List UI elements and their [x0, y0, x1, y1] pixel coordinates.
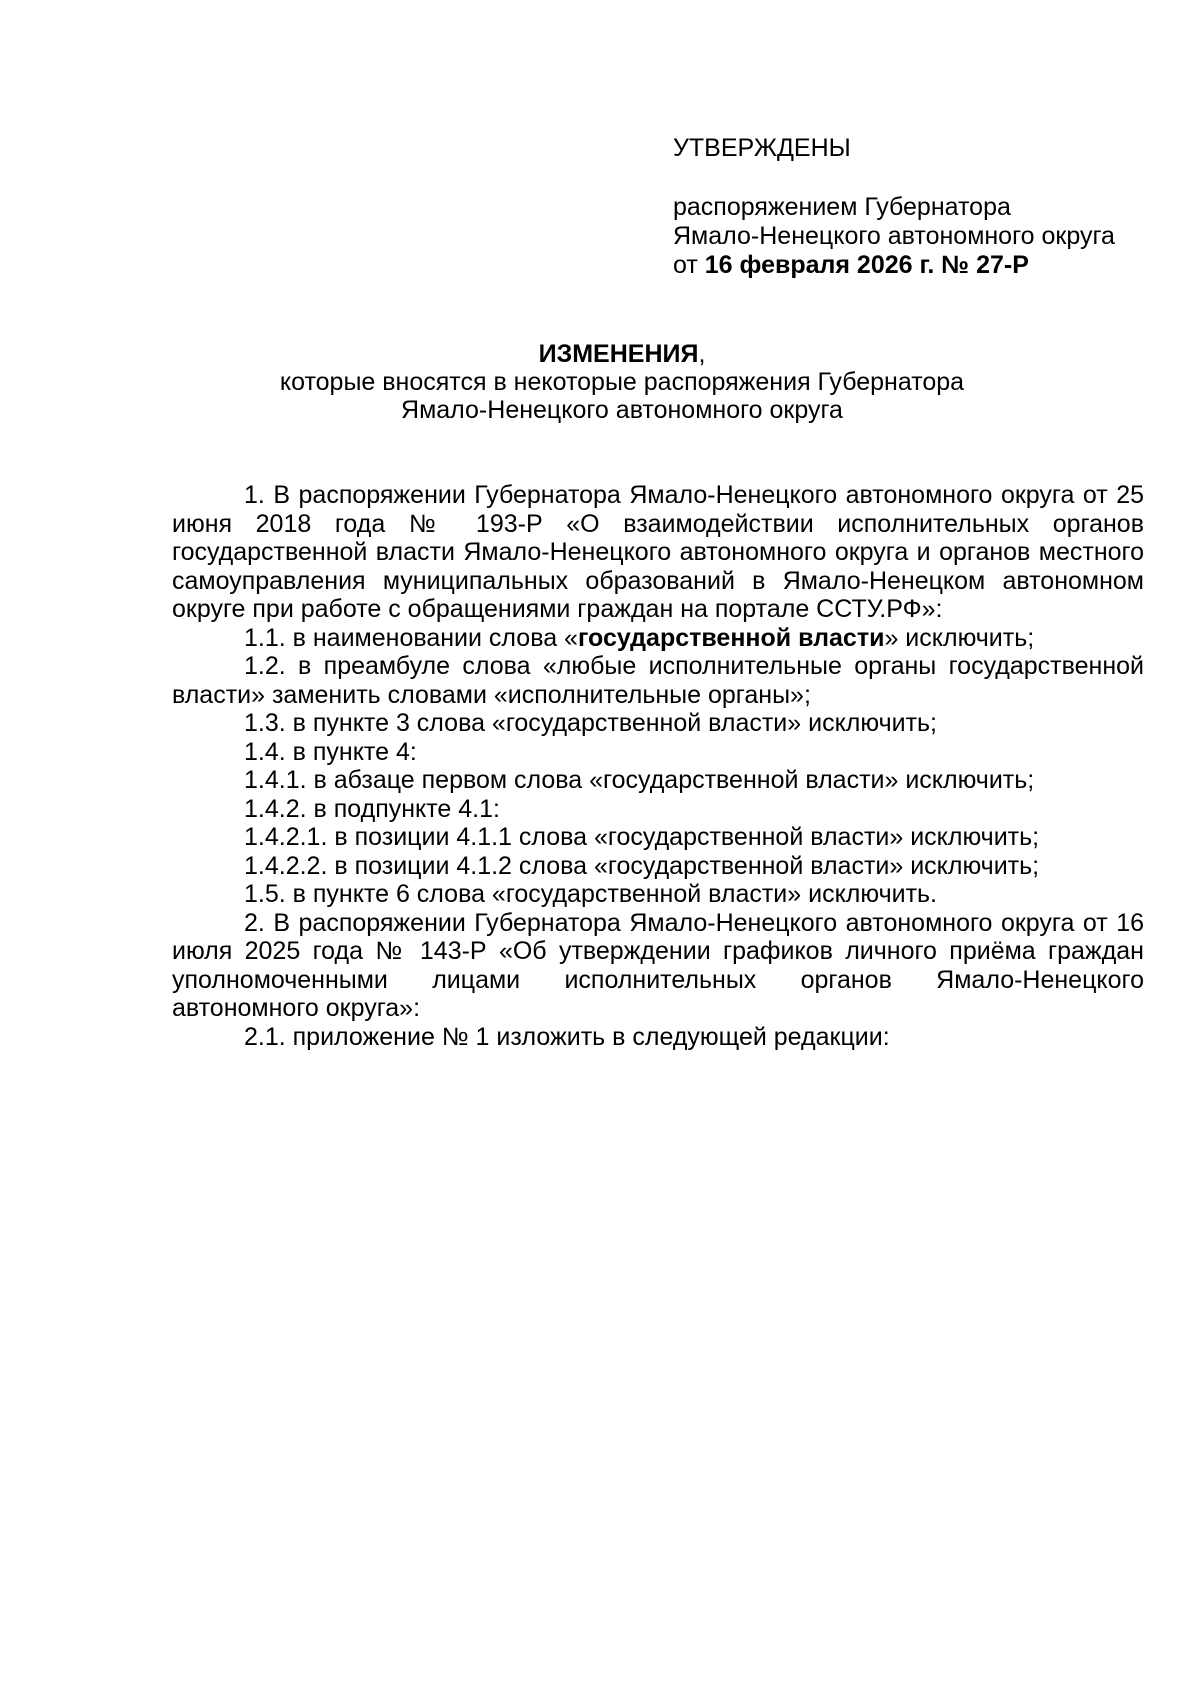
paragraph-1-1-end: » исключить;: [884, 623, 1035, 652]
document-heading: [172, 340, 1072, 424]
paragraph-1-1-start: 1.1. в наименовании слова «: [244, 623, 578, 652]
paragraph-1-4-1: 1.4.1. в абзаце первом слова «государственной власти» исключить;: [244, 766, 1035, 794]
paragraph-2: 2. В распоряжении Губернатора Ямало-Ненецкого автономного округа от 16 июля 2025 года № 143-Р «Об утверждении графиков личного приёма граждан уполномоченными лицами исполнительных органов Ямало-Ненецкого автономного округа»:: [172, 908, 1144, 1022]
document-title-suffix: ,: [698, 340, 706, 368]
document-body: [172, 481, 1144, 1051]
paragraph-1-3: 1.3. в пункте 3 слова «государственной власти» исключить;: [244, 709, 937, 737]
paragraph-1-2: 1.2. в преамбуле слова «любые исполнительные органы государственной власти» заменить словами «исполнительные органы»;: [172, 652, 1144, 709]
approval-line-1: распоряжением Губернатора: [673, 193, 1011, 221]
document-subtitle-line-1: которые вносятся в некоторые распоряжения Губернатора: [279, 368, 965, 396]
document-subtitle-line-2: Ямало-Ненецкого автономного округа: [401, 396, 843, 424]
approved-label: УТВЕРЖДЕНЫ: [673, 134, 851, 162]
paragraph-2-1: 2.1. приложение № 1 изложить в следующей редакции:: [244, 1022, 890, 1051]
approval-date-line: [673, 251, 1115, 280]
approval-line-2: Ямало-Ненецкого автономного округа: [673, 222, 1115, 250]
document-title: ИЗМЕНЕНИЯ: [538, 340, 699, 368]
paragraph-1-4-2: 1.4.2. в подпункте 4.1:: [244, 794, 500, 823]
approval-stamp: [673, 134, 1115, 280]
approval-date-value: 16 февраля 2026 г. № 27-Р: [704, 251, 1029, 279]
paragraph-1-5: 1.5. в пункте 6 слова «государственной власти» исключить.: [244, 880, 937, 908]
paragraph-1-4: 1.4. в пункте 4:: [244, 737, 417, 766]
paragraph-1-4-2-2: 1.4.2.2. в позиции 4.1.2 слова «государственной власти» исключить;: [244, 851, 1040, 880]
approval-date-prefix: от: [673, 251, 698, 279]
paragraph-1-1-bold: государственной власти: [577, 623, 885, 652]
document-title-line: [172, 340, 1072, 368]
paragraph-1-1: [172, 624, 1144, 653]
paragraph-1: 1. В распоряжении Губернатора Ямало-Ненецкого автономного округа от 25 июня 2018 года № 193-Р «О взаимодействии исполнительных органов государственной власти Ямало-Ненецкого автономного округа и органов местного самоуправления муниципальных образований в Ямало-Ненецком автономном округе при работе с обращениями граждан на портале ССТУ.РФ»:: [172, 481, 1144, 623]
paragraph-1-4-2-1: 1.4.2.1. в позиции 4.1.1 слова «государственной власти» исключить;: [244, 823, 1040, 851]
